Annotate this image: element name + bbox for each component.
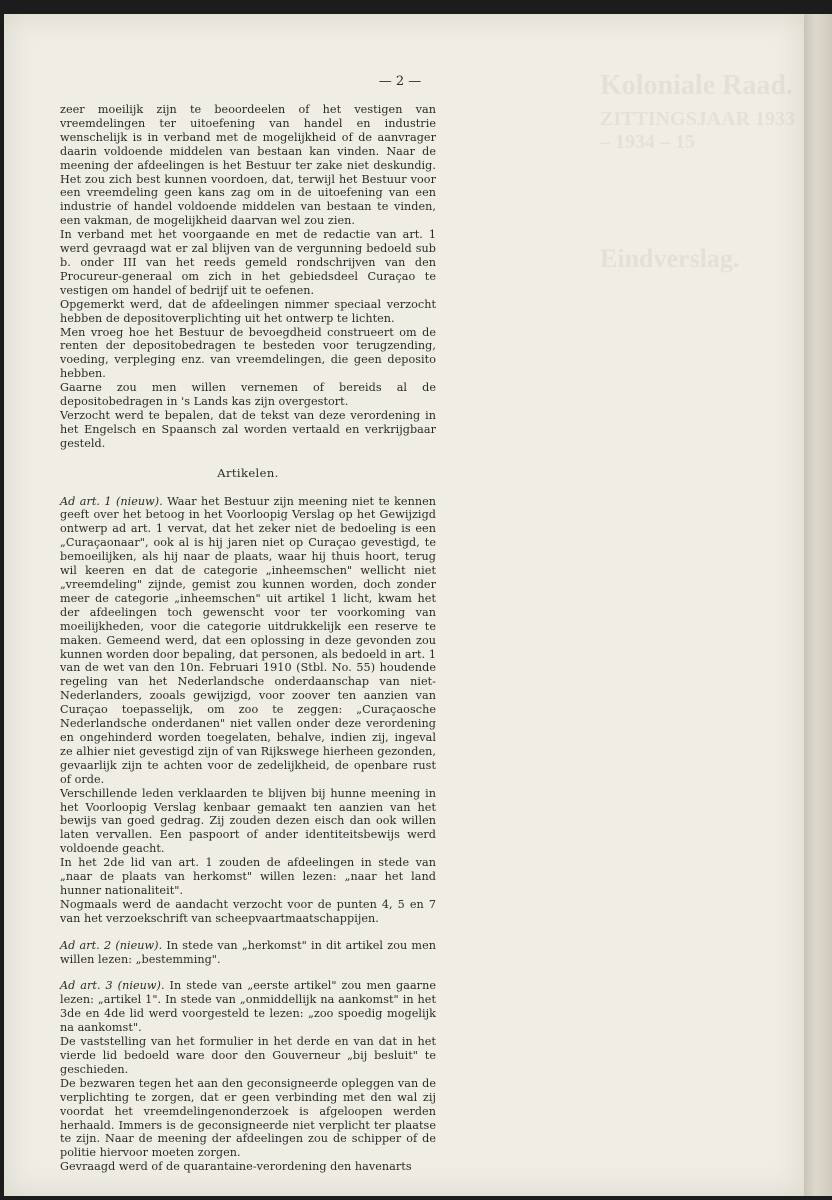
- article-label: Ad art. 2 (nieuw).: [60, 938, 163, 952]
- document-body: [60, 103, 436, 1174]
- paragraph: zeer moeilijk zijn te beoordeelen of het vestigen van vreemdelingen ter uitoefening van handel en industrie wenschelijk is in verband met de mogelijkheid of de aanvrager daarin voldoende middelen van bestaan kan vinden. Naar de meening der afdeelingen is het Bestuur ter zake niet deskundig. Het zou zich best kunnen voordoen, dat, terwijl het Bestuur voor een vreemdeling geen kans zag om in de uitoefening van een industrie of handel voldoende middelen van bestaan te vinden, een vakman, de mogelijkheid daarvan wel zou zien.: [60, 103, 436, 228]
- paragraph: In verband met het voorgaande en met de redactie van art. 1 werd gevraagd wat er zal blijven van de vergunning bedoeld sub b. onder III van het reeds gemeld rondschrijven van den Procureur-generaal om zich in het gebiedsdeel Curaçao te vestigen om handel of bedrijf uit te oefenen.: [60, 228, 436, 297]
- paragraph: Opgemerkt werd, dat de afdeelingen nimmer speciaal verzocht hebben de depositoverplichting uit het ontwerp te lichten.: [60, 297, 436, 325]
- next-page-edge: [804, 14, 832, 1196]
- article-text: In stede van „eerste artikel" zou men gaarne lezen: „artikel 1". In stede van „onmiddellijk na aankomst" in het 3de en 4de lid werd voorgesteld te lezen: „zoo spoedig mogelijk na aankomst".: [60, 979, 437, 1035]
- paragraph: Nogmaals werd de aandacht verzocht voor de punten 4, 5 en 7 van het verzoekschrift van scheepvaartmaatschappijen.: [60, 897, 436, 925]
- article-paragraph: [60, 939, 436, 967]
- article-label: Ad art. 1 (nieuw).: [60, 494, 163, 508]
- section-heading: Artikelen.: [217, 465, 279, 480]
- bleed-through-text: [600, 70, 800, 274]
- paragraph: De vaststelling van het formulier in het derde en van dat in het vierde lid bedoeld ware door den Gouverneur „bij besluit" te geschieden.: [60, 1035, 436, 1076]
- article-label: Ad art. 3 (nieuw).: [60, 979, 165, 993]
- bleed-through-subtitle: ZITTINGSJAAR 1933 – 1934 – 15: [600, 108, 796, 153]
- bleed-through-title: Koloniale Raad.: [600, 70, 793, 101]
- paragraph: Men vroeg hoe het Bestuur de bevoegdheid construeert om de renten der depositobedragen te besteden voor terugzending, voeding, verpleging enz. van vreemdelingen, die geen deposito hebben.: [60, 325, 436, 381]
- paragraph: De bezwaren tegen het aan den geconsigneerde opleggen van de verplichting te zorgen, dat er geen verbinding met den wal zij voordat het vreemdelingenonderzoek is afgeloopen werden herhaald. Immers is de geconsigneerde niet verplicht ter plaatse te zijn. Naar de meening der afdeelingen zou de schipper of de politie hiervoor moeten zorgen.: [60, 1076, 436, 1160]
- paragraph: Gevraagd werd of de quarantaine-verordening den havenarts: [60, 1160, 412, 1174]
- article-text: In stede van „herkomst" in dit artikel zou men willen lezen: „bestemming".: [60, 938, 436, 966]
- paragraph: In het 2de lid van art. 1 zouden de afdeelingen in stede van „naar de plaats van herkomst" willen lezen: „naar het land hunner nationaliteit".: [60, 856, 436, 897]
- paragraph: Verschillende leden verklaarden te blijven bij hunne meening in het Voorloopig Verslag kenbaar gemaakt ten aanzien van het bewijs van goed gedrag. Zij zouden dezen eisch dan ook willen laten vervallen. Een paspoort of ander identiteitsbewijs werd voldoende geacht.: [60, 786, 436, 856]
- article-text: Waar het Bestuur zijn meening niet te kennen geeft over het betoog in het Voorloopig Verslag op het Gewijzigd ontwerp ad art. 1 vervat, dat het zeker niet de bedoeling is een „Curaçaonaar", ook al is hij jaren niet op Curaçao gevestigd, te bemoeilijken, als hij naar de plaats, waar hij thuis hoort, terug wil keeren en dat de categorie „inheemschen" wellicht niet „vreemdeling" zijnde, gemist zou kunnen worden, doch zonder meer de categorie „inheemschen" uit artikel 1 licht, kwam het der afdeelingen toch gewenscht voor ter voorkoming van moeilijkheden, voor die categorie uitdrukkelijk een reserve te maken. Gemeend werd, dat een oplossing in deze gevonden zou kunnen worden door bepaling, dat personen, als bedoeld in art. 1 van de wet van den 10n. Februari 1910 (Stbl. No. 55) houdende regeling van het Nederlandsche onderdaanschap van niet-Nederlanders, zooals gewijzigd, voor zoover ten aanzien van Curaçao toepasselijk, om zoo te zeggen: „Curaçaosche Nederlandsche onderdanen" niet vallen onder deze verordening en ongehinderd worden toegelaten, behalve, indien zij, ingeval ze alhier niet gevestigd zijn of van Rijkswege hierheen gezonden, gevaarlijk zijn te achten voor de zedelijkheid, de openbare rust of orde.: [60, 494, 437, 786]
- paragraph: Verzocht werd te bepalen, dat de tekst van deze verordening in het Engelsch en Spaansch zal worden vertaald en verkrijgbaar gesteld.: [60, 408, 436, 450]
- page-number: — 2 —: [378, 74, 422, 89]
- article-paragraph: [60, 979, 436, 1035]
- paragraph: Gaarne zou men willen vernemen of bereids al de depositobedragen in 's Lands kas zijn overgestort.: [60, 381, 436, 409]
- article-paragraph: [60, 495, 436, 787]
- bleed-through-heading: Eindverslag.: [600, 244, 740, 273]
